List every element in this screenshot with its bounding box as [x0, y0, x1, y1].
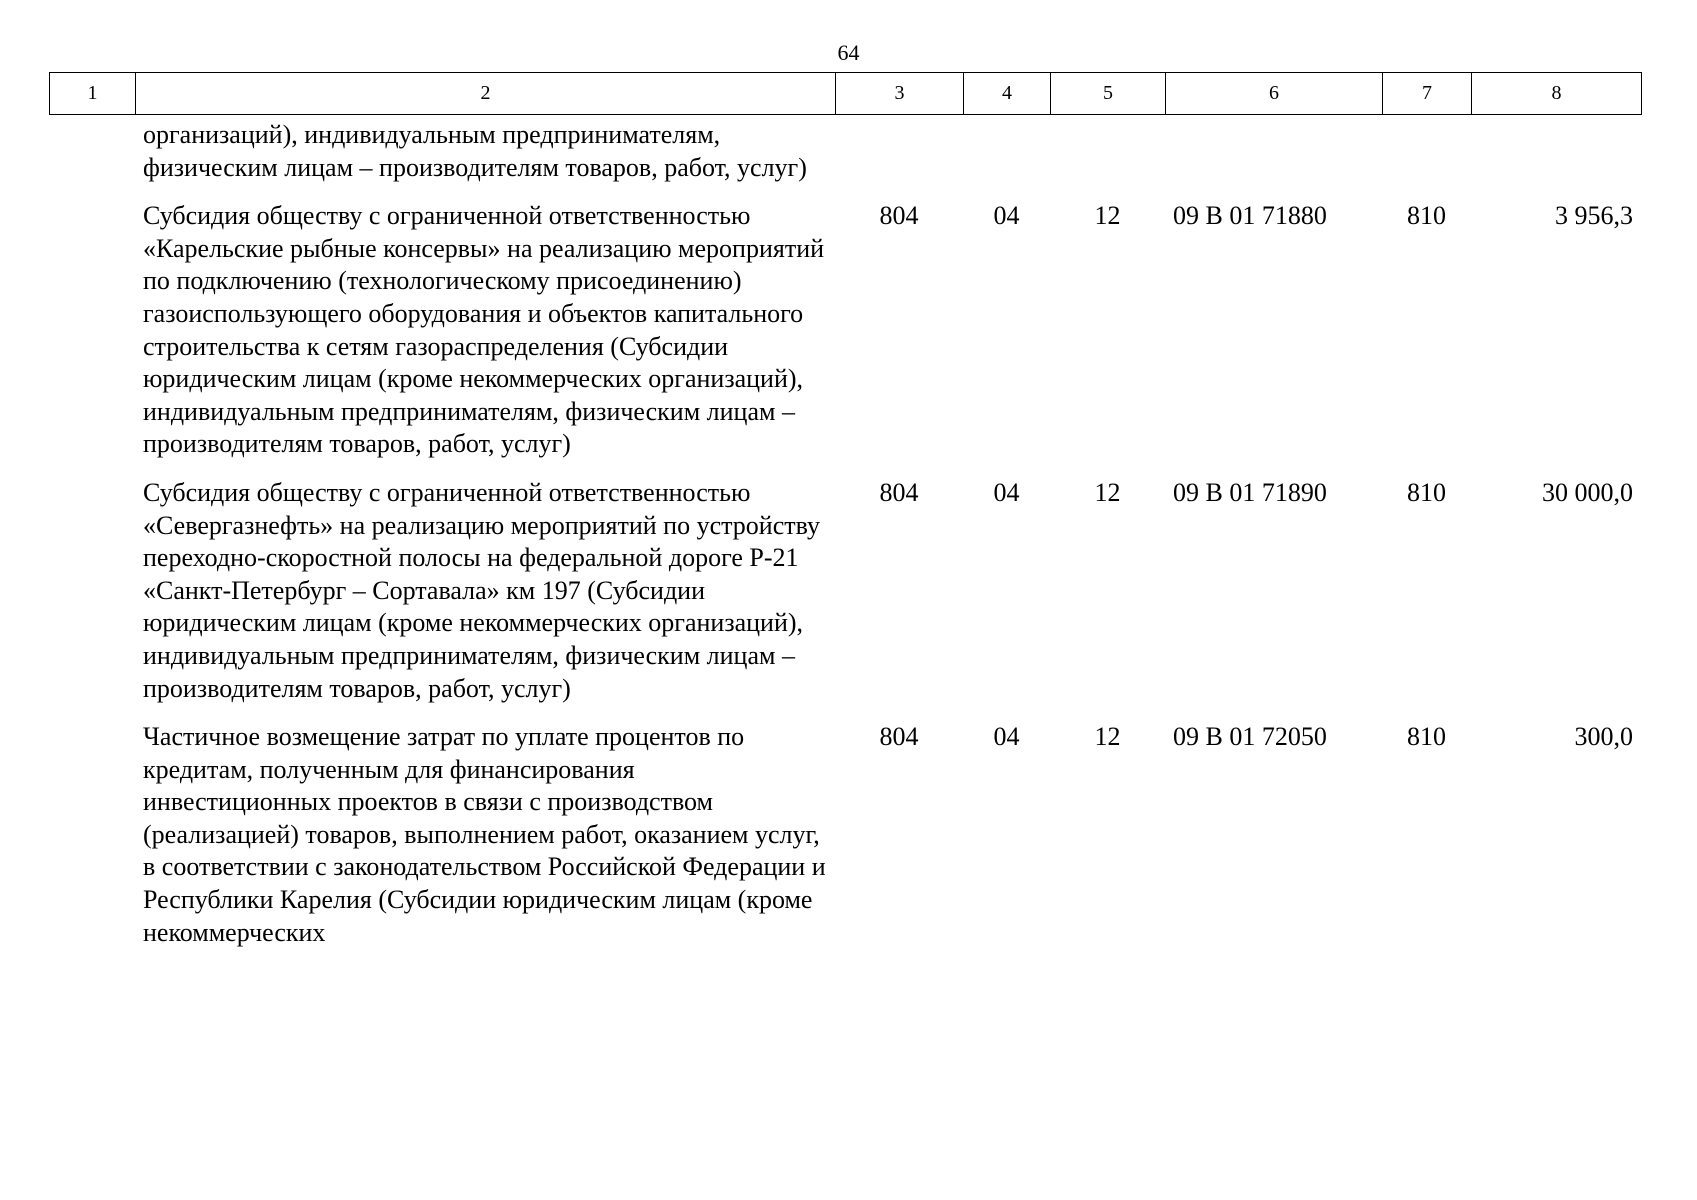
row-col4 — [963, 119, 1050, 200]
column-header-1: 1 — [50, 73, 136, 115]
table-row — [49, 477, 1641, 721]
column-header-2: 2 — [136, 73, 836, 115]
row-col4: 04 — [993, 477, 1020, 507]
row-description: Субсидия обществу с ограниченной ответственностью «Карельские рыбные консервы» на реализацию мероприятий по подключению (технологическому присоединению) газоиспользующего оборудования и объектов капитального строительства к сетям газораспределения (Субсидии юридическим лицам (кроме некоммерческих организаций), индивидуальным предпринимателям, физическим лицам – производителям товаров, работ, услуг) — [143, 201, 825, 459]
column-header-7: 7 — [1383, 73, 1472, 115]
row-col8: 3 956,3 — [1555, 201, 1633, 231]
row-col5: 12 — [1094, 477, 1121, 507]
row-col7 — [1382, 119, 1471, 200]
row-col7: 810 — [1407, 722, 1446, 752]
row-description: организаций), индивидуальным предпринимателям, физическим лицам – производителям товаров, работ, услуг) — [143, 120, 807, 182]
column-header-4: 4 — [964, 73, 1051, 115]
row-col6: 09 В 01 71880 — [1173, 201, 1327, 231]
row-col4: 04 — [993, 722, 1020, 752]
page-number: 64 — [837, 40, 860, 65]
row-col5 — [1050, 119, 1165, 200]
column-header-5: 5 — [1051, 73, 1166, 115]
column-header-row — [50, 73, 1642, 115]
table-row — [49, 119, 1641, 200]
row-col8 — [1471, 119, 1641, 200]
row-col3: 804 — [879, 722, 919, 752]
row-col8: 30 000,0 — [1542, 477, 1633, 507]
row-col3: 804 — [879, 201, 919, 231]
row-col3 — [835, 119, 963, 200]
row-col7: 810 — [1407, 201, 1446, 231]
row-col6 — [1165, 119, 1382, 200]
row-col8: 300,0 — [1574, 722, 1633, 752]
column-header-8: 8 — [1472, 73, 1642, 115]
row-col7: 810 — [1407, 477, 1446, 507]
row-col6: 09 В 01 72050 — [1173, 722, 1327, 752]
row-col6: 09 В 01 71890 — [1173, 477, 1327, 507]
row-col5: 12 — [1094, 201, 1121, 231]
budget-table-body — [49, 119, 1641, 965]
table-row — [49, 200, 1641, 477]
column-header-table — [49, 72, 1642, 115]
row-description: Субсидия обществу с ограниченной ответственностью «Севергазнефть» на реализацию мероприятий по устройству переходно-скоростной полосы на федеральной дороге Р-21 «Санкт-Петербург – Сортавала» км 197 (Субсидии юридическим лицам (кроме некоммерческих организаций), индивидуальным предпринимателям, физическим лицам – производителям товаров, работ, услуг) — [143, 477, 821, 703]
column-header-3: 3 — [836, 73, 964, 115]
row-description: Частичное возмещение затрат по уплате процентов по кредитам, полученным для финансирования инвестиционных проектов в связи с производством (реализацией) товаров, выполнением работ, оказанием услуг, в соответствии с законодательством Российской Федерации и Республики Карелия (Субсидии юридическим лицам (кроме некоммерческих — [143, 722, 826, 947]
column-header-6: 6 — [1166, 73, 1383, 115]
row-col3: 804 — [879, 477, 919, 507]
row-col4: 04 — [993, 201, 1020, 231]
row-col5: 12 — [1094, 722, 1121, 752]
table-row — [49, 721, 1641, 965]
